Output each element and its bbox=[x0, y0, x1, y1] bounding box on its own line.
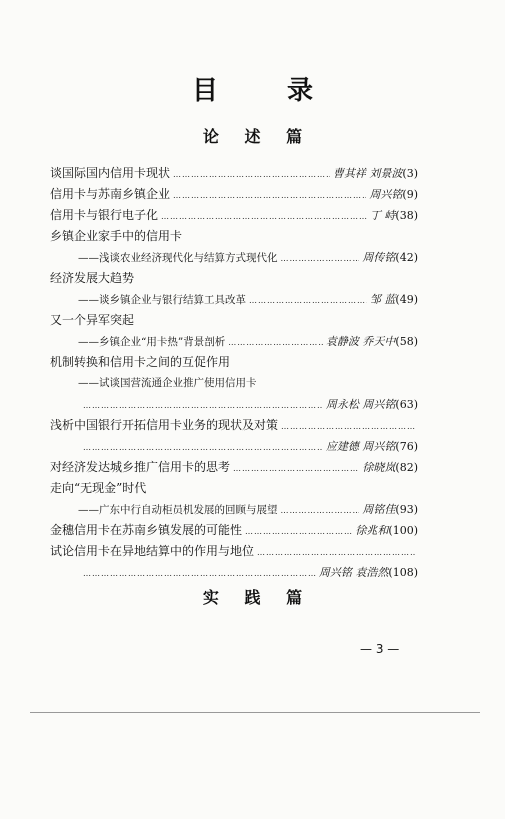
toc-entry-author: 徐晓岚 bbox=[362, 461, 396, 474]
toc-entry-subtitle-text: ——乡镇企业“用卡热”背景剖析 bbox=[78, 336, 226, 348]
leader-dots bbox=[161, 206, 367, 227]
toc-entry-subtitle bbox=[50, 499, 418, 520]
toc-entry-author: 周铭佳 bbox=[362, 503, 396, 516]
leader-dots bbox=[281, 500, 360, 521]
toc-entry-author: 丁 峙 bbox=[369, 209, 396, 222]
leader-dots bbox=[281, 416, 415, 437]
toc-entry-author: 周传铭 bbox=[362, 251, 396, 264]
leader-dots bbox=[257, 542, 415, 563]
toc-entry-title: 信用卡与银行电子化 bbox=[50, 208, 159, 222]
section-heading-lunshu: 论 述 篇 bbox=[202, 127, 313, 146]
toc-entry-author: 袁静波 乔天中 bbox=[325, 335, 396, 348]
toc-entry-page: (76) bbox=[395, 440, 418, 453]
toc-entry-continuation bbox=[50, 436, 418, 457]
toc-entry-subtitle bbox=[50, 331, 418, 352]
leader-dots bbox=[281, 248, 360, 269]
bottom-scan-line bbox=[30, 712, 480, 713]
toc-entry-continuation bbox=[50, 394, 418, 415]
table-of-contents bbox=[50, 163, 418, 583]
leader-dots bbox=[83, 563, 316, 584]
toc-entry bbox=[50, 520, 418, 541]
toc-entry bbox=[50, 268, 418, 289]
toc-entry-subtitle-text: ——试谈国营流通企业推广使用信用卡 bbox=[78, 377, 257, 389]
toc-entry-author: 周兴铭 袁浩然 bbox=[318, 566, 389, 579]
toc-entry-page: (3) bbox=[402, 167, 418, 180]
toc-entry bbox=[50, 184, 418, 205]
leader-dots bbox=[173, 185, 366, 206]
toc-entry-title: 又一个异军突起 bbox=[50, 313, 135, 327]
leader-dots bbox=[233, 458, 359, 479]
toc-entry-page: (38) bbox=[395, 209, 418, 222]
toc-entry-subtitle-text: ——广东中行自动柜员机发展的回顾与展望 bbox=[78, 504, 278, 516]
toc-entry-title: 乡镇企业家手中的信用卡 bbox=[50, 229, 183, 243]
toc-entry bbox=[50, 205, 418, 226]
toc-entry-page: (63) bbox=[395, 398, 418, 411]
toc-entry-title: 金穗信用卡在苏南乡镇发展的可能性 bbox=[50, 523, 243, 537]
page-title: 目 录 bbox=[191, 76, 344, 106]
toc-entry bbox=[50, 457, 418, 478]
toc-entry bbox=[50, 415, 418, 436]
toc-entry bbox=[50, 310, 418, 331]
toc-entry-subtitle bbox=[50, 373, 418, 394]
toc-entry bbox=[50, 478, 418, 499]
toc-entry-title: 走向“无现金”时代 bbox=[50, 481, 147, 495]
section-heading-shijian: 实 践 篇 bbox=[202, 588, 313, 607]
toc-entry-title: 对经济发达城乡推广信用卡的思考 bbox=[50, 460, 231, 474]
toc-entry bbox=[50, 226, 418, 247]
toc-entry-title: 浅析中国银行开拓信用卡业务的现状及对策 bbox=[50, 418, 279, 432]
toc-entry-page: (58) bbox=[395, 335, 418, 348]
toc-entry-page: (49) bbox=[395, 293, 418, 306]
toc-entry-author: 曹其祥 刘景波 bbox=[332, 167, 403, 180]
page-number: — 3 — bbox=[360, 642, 400, 656]
toc-entry-title: 信用卡与苏南乡镇企业 bbox=[50, 187, 171, 201]
toc-entry-page: (93) bbox=[395, 503, 418, 516]
leader-dots bbox=[173, 164, 330, 185]
leader-dots bbox=[83, 395, 323, 416]
toc-entry-author: 邹 蓝 bbox=[369, 293, 396, 306]
toc-entry-subtitle bbox=[50, 247, 418, 268]
leader-dots bbox=[83, 437, 323, 458]
toc-entry-page: (82) bbox=[395, 461, 418, 474]
toc-entry-subtitle bbox=[50, 289, 418, 310]
toc-entry-subtitle-text: ——谈乡镇企业与银行结算工具改革 bbox=[78, 294, 246, 306]
toc-entry-author: 周兴铭 bbox=[369, 188, 403, 201]
leader-dots bbox=[249, 290, 367, 311]
toc-entry-title: 经济发展大趋势 bbox=[50, 271, 135, 285]
leader-dots bbox=[228, 332, 323, 353]
toc-entry-author: 徐兆和 bbox=[355, 524, 389, 537]
toc-entry-page: (42) bbox=[395, 251, 418, 264]
toc-entry-author: 周永松 周兴铭 bbox=[325, 398, 396, 411]
toc-entry-title: 试论信用卡在异地结算中的作用与地位 bbox=[50, 544, 255, 558]
toc-entry-continuation bbox=[50, 562, 418, 583]
toc-entry bbox=[50, 541, 418, 562]
toc-entry-title: 谈国际国内信用卡现状 bbox=[50, 166, 171, 180]
toc-entry-page: (100) bbox=[388, 524, 418, 537]
toc-entry-author: 应建德 周兴铭 bbox=[325, 440, 396, 453]
toc-entry-title: 机制转换和信用卡之间的互促作用 bbox=[50, 355, 231, 369]
toc-entry-page: (9) bbox=[402, 188, 418, 201]
toc-entry-subtitle-text: ——浅谈农业经济现代化与结算方式现代化 bbox=[78, 252, 278, 264]
toc-entry-page: (108) bbox=[388, 566, 418, 579]
toc-entry bbox=[50, 163, 418, 184]
leader-dots bbox=[245, 521, 352, 542]
toc-entry bbox=[50, 352, 418, 373]
